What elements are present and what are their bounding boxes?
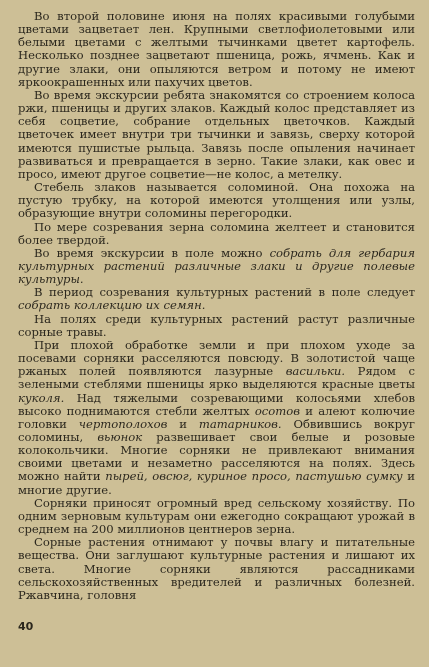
text-run: Рядом с зелеными стеблями пшеницы ярко выделяются красные цветы [18, 364, 415, 392]
text-run: Сорные растения отнимают у почвы влагу и питательные вещества. Они заглушают культурные растения и лишают их света. Многие сорняки являются рассадниками сельскохозяйственных вредителей и различных болезней. Ржавчина, головня [18, 535, 415, 602]
text-run: В период созревания культурных растений в поле следует [34, 285, 415, 300]
italic-term: пырей, овсюг, куриное просо, пастушью сумку [105, 469, 403, 484]
text-run: Обвившись вокруг соломины, [18, 416, 415, 444]
italic-term: куколя. [18, 390, 65, 405]
paragraph [18, 313, 415, 339]
paragraph [18, 339, 415, 497]
paragraph [18, 286, 415, 312]
text-run: По мере созревания зерна соломина желтеет и становится более твердой. [18, 219, 415, 247]
italic-term: татарников. [198, 416, 282, 431]
italic-term: собрать для гербария культурных растений различные злаки и другие полевые культуры. [18, 245, 415, 287]
text-run: Во время экскурсии в поле можно [34, 245, 270, 260]
text-run: На полях среди культурных растений растут различные сорные травы. [18, 311, 415, 339]
paragraph [18, 89, 415, 181]
body-text [18, 10, 415, 602]
italic-term: вьюнок [97, 430, 143, 444]
text-run: и многие другие. [18, 469, 416, 497]
paragraph [18, 221, 415, 247]
text-run: и алеют колючие головки [18, 403, 416, 431]
paragraph [18, 497, 415, 536]
italic-term: собрать коллекцию их семян. [18, 298, 206, 313]
text-run: Во второй половине июня на полях красивыми голубыми цветами зацветает лен. Крупными светлофиолетовыми или белыми цветами с желтыми тычинками цветет картофель. Несколько позднее зацветают пшеница, рожь, ячмень. Как и другие злаки, они опыляются ветром и потому не имеют яркоокрашенных или пахучих цветов. [18, 9, 415, 89]
page-number: 40 [18, 620, 34, 633]
italic-term: осотов [254, 403, 301, 418]
paragraph [18, 247, 415, 286]
paragraph [18, 10, 415, 89]
italic-term: васильки. [285, 364, 346, 379]
text-run: и [167, 416, 199, 431]
paragraph [18, 181, 415, 220]
text-run: Над тяжелыми созревающими колосьями хлебов высоко поднимаются стебли желтых [18, 390, 415, 418]
text-run: При плохой обработке земли и при плохом уходе за посевами сорняки расселяются повсюду. В золотистой чаще ржаных полей появляются лазурные [18, 337, 415, 379]
text-run: Стебель злаков называется соломиной. Она похожа на пустую трубку, на которой имеются утолщения или узлы, образующие внутри соломины перегородки. [18, 180, 415, 221]
text-run: Сорняки приносят огромный вред сельскому хозяйству. По одним зерновым культурам они ежегодно сокращают урожай в среднем на 200 миллионов центнеров зерна. [18, 495, 415, 537]
text-run: развешивает свои белые и розовые колокольчики. Многие сорняки не привлекают внимания своими цветами и незаметно расселяются на полях. Здесь можно найти [18, 430, 415, 484]
text-run: Во время экскурсии ребята знакомятся со строением колоса ржи, пшеницы и других злаков. Каждый колос представляет из себя соцветие, собрание отдельных цветочков. Каждый цветочек имеет внутри три тычинки и завязь, сверху которой имеются пушистые рыльца. Завязь после опыления начинает развиваться и превращается в зерно. Такие злаки, как овес и просо, имеют другое соцветие—не колос, а метелку. [18, 87, 415, 181]
paragraph [18, 536, 415, 602]
italic-term: чертополохов [78, 416, 168, 431]
